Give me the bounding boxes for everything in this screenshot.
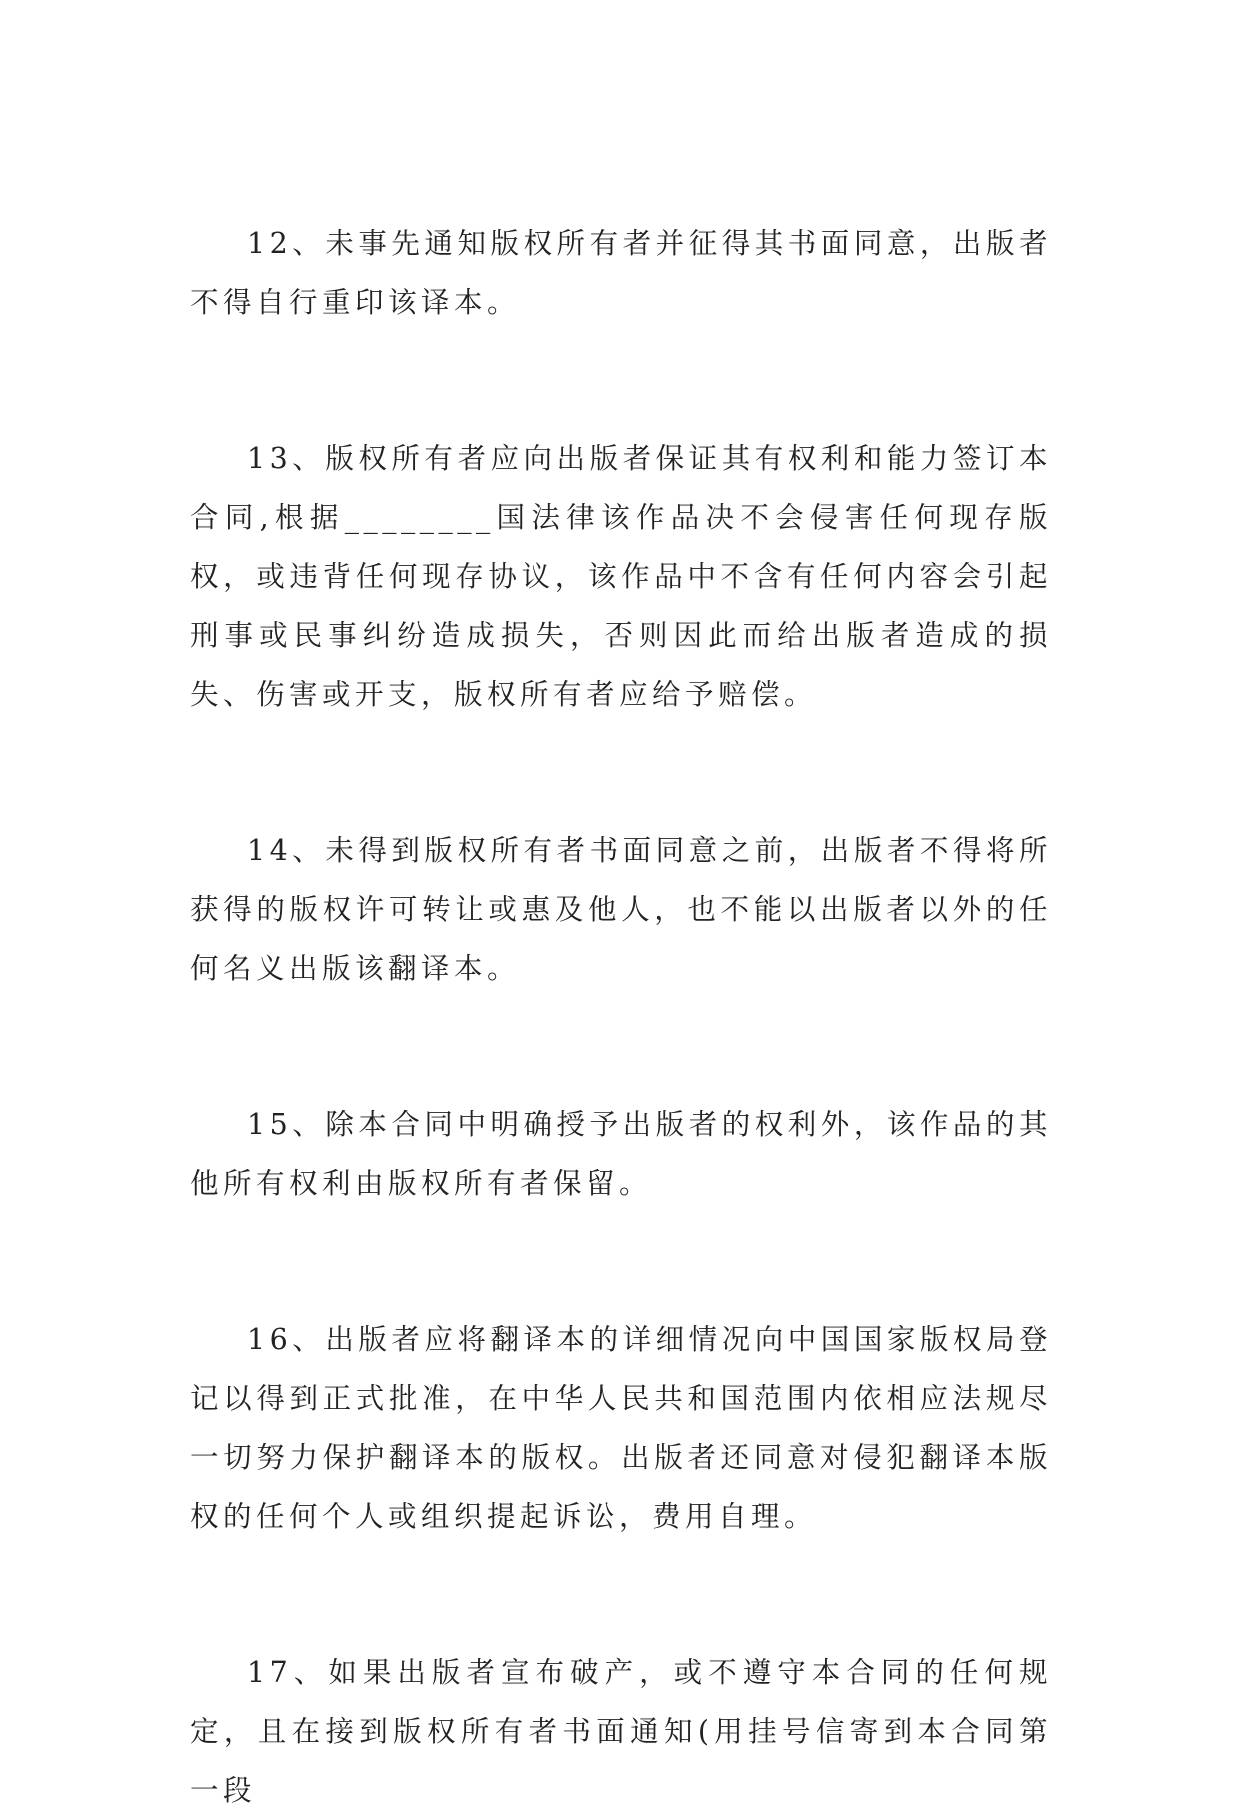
clause-16: 16、出版者应将翻译本的详细情况向中国国家版权局登记以得到正式批准，在中华人民共和国范围内依相应法规尽一切努力保护翻译本的版权。出版者还同意对侵犯翻译本版权的任何个人或组织提起诉讼，费用自理。	[190, 1323, 1052, 1533]
clause-17: 17、如果出版者宣布破产，或不遵守本合同的任何规定，且在接到版权所有者书面通知(用挂号信寄到本合同第一段	[190, 1656, 1052, 1807]
clause-12: 12、未事先通知版权所有者并征得其书面同意，出版者不得自行重印该译本。	[190, 227, 1052, 319]
document-body	[190, 214, 1052, 1820]
clause-13: 13、版权所有者应向出版者保证其有权利和能力签订本合同,根据________国法律该作品决不会侵害任何现存版权，或违背任何现存协议，该作品中不含有任何内容会引起刑事或民事纠纷造成损失，否则因此而给出版者造成的损失、伤害或开支，版权所有者应给予赔偿。	[190, 442, 1052, 711]
clause-14: 14、未得到版权所有者书面同意之前，出版者不得将所获得的版权许可转让或惠及他人，也不能以出版者以外的任何名义出版该翻译本。	[190, 834, 1052, 985]
clause-15: 15、除本合同中明确授予出版者的权利外，该作品的其他所有权利由版权所有者保留。	[190, 1108, 1052, 1200]
